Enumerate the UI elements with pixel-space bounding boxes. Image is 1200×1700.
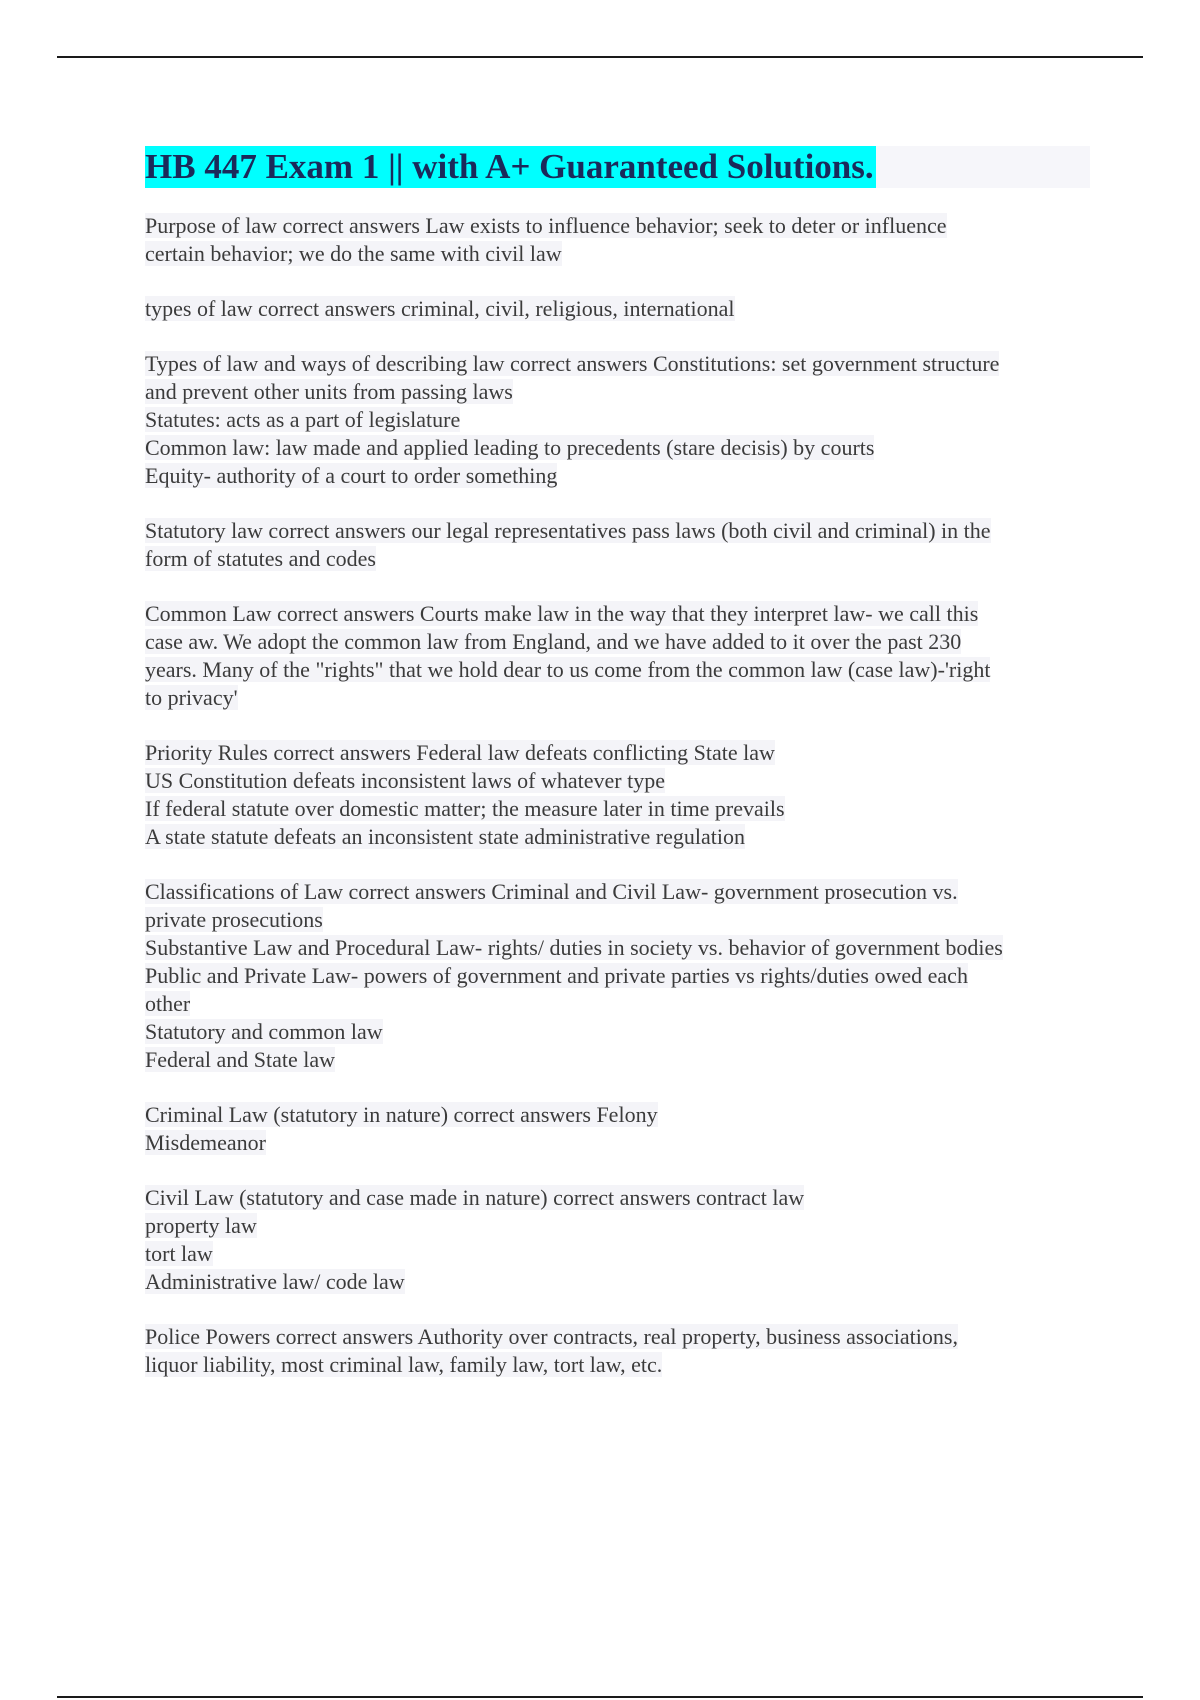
qa-entry-text: Misdemeanor [145,1130,266,1155]
qa-entry-line [145,295,1090,323]
document-body [145,146,1090,1406]
qa-entry-text: US Constitution defeats inconsistent laws of whatever type [145,768,665,793]
qa-entry-text: certain behavior; we do the same with civil law [145,241,562,266]
qa-entry-line [145,962,1090,990]
qa-entry-text: tort law [145,1241,213,1266]
qa-entry-line [145,434,1090,462]
qa-entry [145,878,1090,1074]
qa-entry-text: Classifications of Law correct answers Criminal and Civil Law- government prosecution vs. [145,879,958,904]
qa-entry-line [145,628,1090,656]
qa-entry-line [145,1101,1090,1129]
qa-entry-text: Federal and State law [145,1047,335,1072]
qa-entry-line [145,1018,1090,1046]
qa-entry-line [145,545,1090,573]
qa-entry-line [145,1268,1090,1296]
qa-entry-line [145,462,1090,490]
qa-entry-line [145,684,1090,712]
page-bottom-rule [57,1696,1143,1698]
qa-entry-text: types of law correct answers criminal, civil, religious, international [145,296,735,321]
qa-entry-text: and prevent other units from passing laws [145,379,513,404]
qa-entry-line [145,878,1090,906]
qa-entry-text: Civil Law (statutory and case made in nature) correct answers contract law [145,1185,805,1210]
qa-entry-text: case aw. We adopt the common law from England, and we have added to it over the past 230 [145,629,962,654]
qa-entry-text: form of statutes and codes [145,546,376,571]
qa-entry-text: Police Powers correct answers Authority over contracts, real property, business associations, [145,1324,958,1349]
qa-entry-text: Priority Rules correct answers Federal law defeats conflicting State law [145,740,775,765]
qa-entry-line [145,1240,1090,1268]
qa-entry-text: If federal statute over domestic matter; the measure later in time prevails [145,796,785,821]
qa-entry-text: A state statute defeats an inconsistent state administrative regulation [145,824,745,849]
qa-entry-line [145,767,1090,795]
qa-entry-text: Statutory and common law [145,1019,383,1044]
qa-entry-text: Purpose of law correct answers Law exists to influence behavior; seek to deter or influence [145,213,947,238]
qa-entry [145,350,1090,490]
qa-entry-text: property law [145,1213,257,1238]
document-title: HB 447 Exam 1 || with A+ Guaranteed Solutions. [145,147,874,186]
qa-entry-line [145,990,1090,1018]
qa-entry-line [145,406,1090,434]
qa-entry [145,739,1090,851]
qa-entry-line [145,1212,1090,1240]
qa-entry-text: liquor liability, most criminal law, family law, tort law, etc. [145,1352,663,1377]
qa-entry [145,212,1090,268]
qa-entry-line [145,1351,1090,1379]
qa-entry-text: Equity- authority of a court to order something [145,463,558,488]
page-top-rule [57,56,1143,58]
qa-entry-text: Common law: law made and applied leading to precedents (stare decisis) by courts [145,435,875,460]
qa-entry-line [145,1046,1090,1074]
qa-entry [145,295,1090,323]
qa-entry-line [145,350,1090,378]
qa-entry-text: Public and Private Law- powers of government and private parties vs rights/duties owed each [145,963,968,988]
qa-entry-line [145,600,1090,628]
qa-entry-line [145,212,1090,240]
qa-entry-line [145,795,1090,823]
qa-entry-text: to privacy' [145,685,238,710]
qa-entry-line [145,517,1090,545]
title-bar [145,146,1090,188]
qa-entry-line [145,656,1090,684]
qa-entry [145,1101,1090,1157]
qa-entry-text: Criminal Law (statutory in nature) correct answers Felony [145,1102,658,1127]
qa-entry-line [145,906,1090,934]
qa-entries [145,212,1090,1379]
qa-entry-line [145,240,1090,268]
qa-entry [145,1184,1090,1296]
qa-entry-text: Statutes: acts as a part of legislature [145,407,461,432]
qa-entry-text: private prosecutions [145,907,323,932]
qa-entry-line [145,934,1090,962]
qa-entry-text: Statutory law correct answers our legal representatives pass laws (both civil and criminal) in the [145,518,991,543]
qa-entry [145,517,1090,573]
qa-entry-text: years. Many of the "rights" that we hold dear to us come from the common law (case law)-'right [145,657,991,682]
qa-entry-text: Common Law correct answers Courts make law in the way that they interpret law- we call this [145,601,979,626]
qa-entry-text: Substantive Law and Procedural Law- rights/ duties in society vs. behavior of government bodies [145,935,1003,960]
qa-entry-line [145,823,1090,851]
qa-entry-line [145,1184,1090,1212]
qa-entry-line [145,1323,1090,1351]
qa-entry-line [145,378,1090,406]
qa-entry-text: other [145,991,191,1016]
qa-entry-line [145,1129,1090,1157]
qa-entry-text: Types of law and ways of describing law correct answers Constitutions: set government structure [145,351,1000,376]
qa-entry [145,1323,1090,1379]
qa-entry [145,600,1090,712]
qa-entry-text: Administrative law/ code law [145,1269,405,1294]
qa-entry-line [145,739,1090,767]
